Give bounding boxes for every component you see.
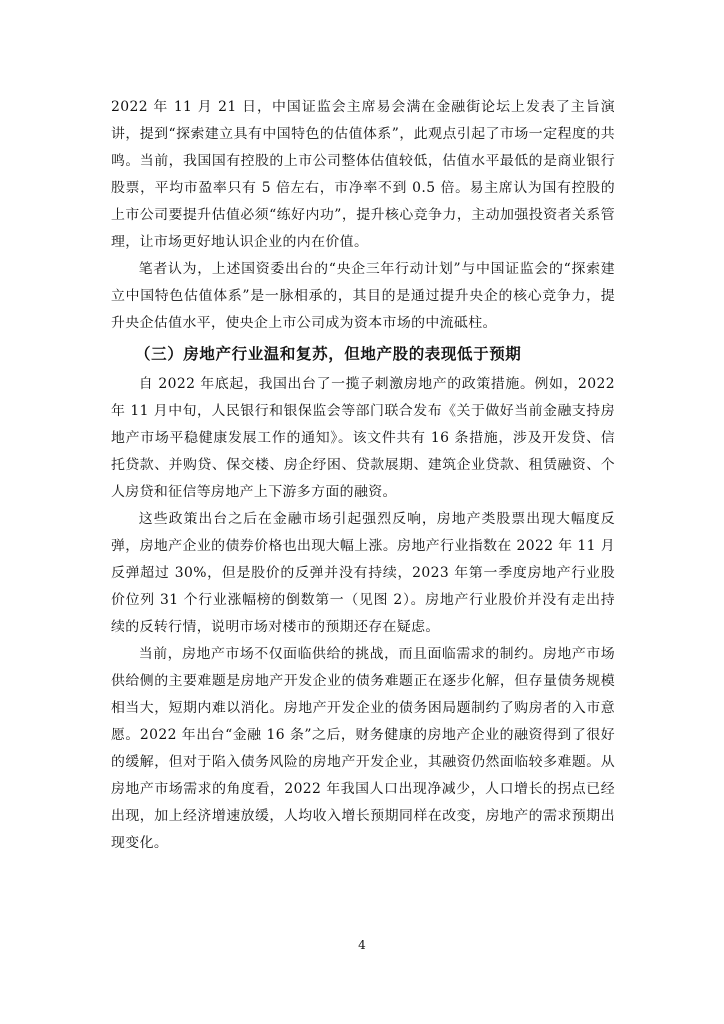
paragraph-csrc-valuation-speech: 2022 年 11 月 21 日，中国证监会主席易会满在金融街论坛上发表了主旨演讲，提到“探索建立具有中国特色的估值体系”，此观点引起了市场一定程度的共鸣。当前，我国国有控股的上市公司整体估值较低，估值水平最低的是商业银行股票，平均市盈率只有 5 倍左右，市净率不到 0.5 倍。易主席认为国有控股的上市公司要提升估值必须“练好内功”，提升核心竞争力，主动加强投资者关系管理，让市场更好地认识企业的内在价值。: [111, 99, 615, 250]
paragraph-stimulus-policy: 自 2022 年底起，我国出台了一揽子刺激房地产的政策措施。例如，2022 年 11 月中旬，人民银行和银保监会等部门联合发布《关于做好当前金融支持房地产市场平稳健康发展工作的通知》。该文件共有 16 条措施，涉及开发贷、信托贷款、并购贷、保交楼、房企纾困、贷款展期、建筑企业贷款、租赁融资、个人房贷和征信等房地产上下游多方面的融资。: [111, 376, 615, 500]
paragraph-market-reaction: 这些政策出台之后在金融市场引起强烈反响，房地产类股票出现大幅度反弹，房地产企业的债券价格也出现大幅上涨。房地产行业指数在 2022 年 11 月反弹超过 30%，但是股价的反弹并没有持续，2023 年第一季度房地产行业股价位列 31 个行业涨幅榜的倒数第一（见图 2）。房地产行业股价并没有走出持续的反转行情，说明市场对楼市的预期还存在疑虑。: [111, 511, 615, 635]
page-number: 4: [358, 938, 366, 952]
document-body: [111, 94, 615, 857]
paragraph-supply-demand: 当前，房地产市场不仅面临供给的挑战，而且面临需求的制约。房地产市场供给侧的主要难题是房地产开发企业的债务难题正在逐步化解，但存量债务规模相当大，短期内难以消化。房地产开发企业的债务困局题制约了购房者的入市意愿。2022 年出台“金融 16 条”之后，财务健康的房地产企业的融资得到了很好的缓解，但对于陷入债务风险的房地产开发企业，其融资仍然面临较多难题。从房地产市场需求的角度看，2022 年我国人口出现净减少，人口增长的拐点已经出现，加上经济增速放缓，人均收入增长预期同样在改变，房地产的需求预期出现变化。: [111, 646, 615, 851]
section-heading: （三）房地产行业温和复苏，但地产股的表现低于预期: [135, 345, 522, 363]
paragraph-author-view: 笔者认为，上述国资委出台的“央企三年行动计划”与中国证监会的“探索建立中国特色估值体系”是一脉相承的，其目的是通过提升央企的核心竞争力，提升央企估值水平，使央企上市公司成为资本市场的中流砥柱。: [111, 261, 615, 331]
